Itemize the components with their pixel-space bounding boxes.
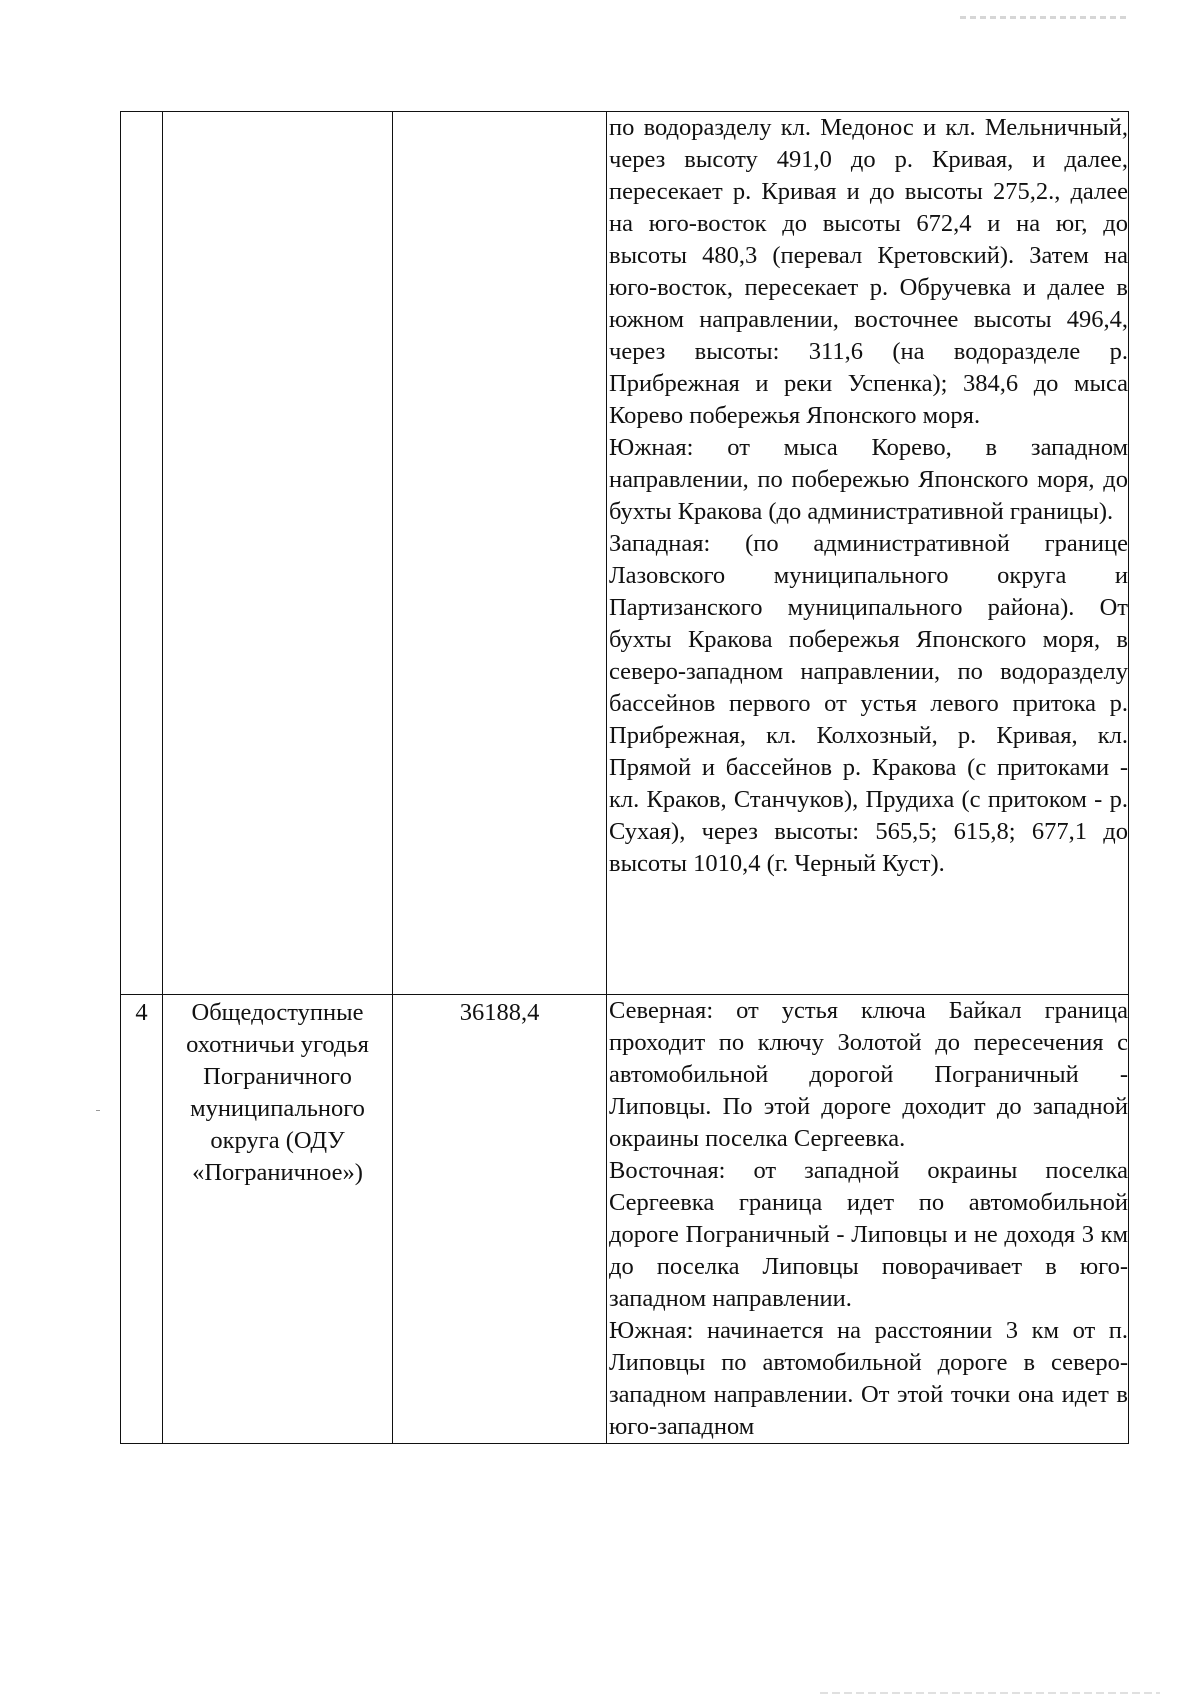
grounds-name-cell xyxy=(163,112,393,995)
boundary-paragraph-west: Западная: (по административной границе Лазовского муниципального округа и Партизанского муниципального района). От бухты Кракова побережья Японского моря, в северо-западном направлении, по водоразделу бассейнов первого от устья левого притока р. Прибрежная, кл. Колхозный, р. Кривая, кл. Прямой и бассейнов р. Кракова (с притоками - кл. Краков, Станчуков), Прудиха (с притоком - р. Сухая), через высоты: 565,5; 615,8; 677,1 до высоты 1010,4 (г. Черный Куст). xyxy=(609,530,1128,877)
table-row-4 xyxy=(121,995,1129,1444)
hunting-grounds-table xyxy=(120,111,1129,1444)
area-cell: 36188,4 xyxy=(393,995,607,1444)
boundary-paragraph: по водоразделу кл. Медонос и кл. Мельничный, через высоту 491,0 до р. Кривая, и далее, пересекает р. Кривая и до высоты 275,2., далее на юго-восток до высоты 672,4 и на юг, до высоты 480,3 (перевал Кретовский). Затем на юго-восток, пересекает р. Обручевка и далее в южном направлении, восточнее высоты 496,4, через высоты: 311,6 (на водоразделе р. Прибрежная и реки Успенка); 384,6 до мыса Корево побережья Японского моря. xyxy=(609,114,1128,429)
scan-artifact-dot xyxy=(96,1110,100,1111)
boundary-paragraph-south: Южная: начинается на расстоянии 3 км от п. Липовцы по автомобильной дороге в северо-западном направлении. От этой точки она идет в юго-западном xyxy=(609,1317,1128,1440)
boundary-paragraph-south: Южная: от мыса Корево, в западном направлении, по побережью Японского моря, до бухты Кракова (до административной границы). xyxy=(609,434,1128,525)
boundary-description-cell xyxy=(607,112,1129,995)
boundary-description-cell xyxy=(607,995,1129,1444)
boundary-paragraph-east: Восточная: от западной окраины поселка Сергеевка граница идет по автомобильной дороге Пограничный - Липовцы и не доходя 3 км до поселка Липовцы поворачивает в юго-западном направлении. xyxy=(609,1157,1128,1312)
table-row-continuation xyxy=(121,112,1129,995)
row-number-cell xyxy=(121,112,163,995)
row-number-cell: 4 xyxy=(121,995,163,1444)
scan-artifact-top xyxy=(960,16,1130,19)
boundary-paragraph-north: Северная: от устья ключа Байкал граница проходит по ключу Золотой до пересечения с автомобильной дорогой Пограничный - Липовцы. По этой дороге доходит до западной окраины поселка Сергеевка. xyxy=(609,997,1128,1152)
grounds-name-cell: Общедоступные охотничьи угодья Пограничного муниципального округа (ОДУ «Пограничное») xyxy=(163,995,393,1444)
area-cell xyxy=(393,112,607,995)
scan-artifact-bottom xyxy=(820,1692,1160,1694)
